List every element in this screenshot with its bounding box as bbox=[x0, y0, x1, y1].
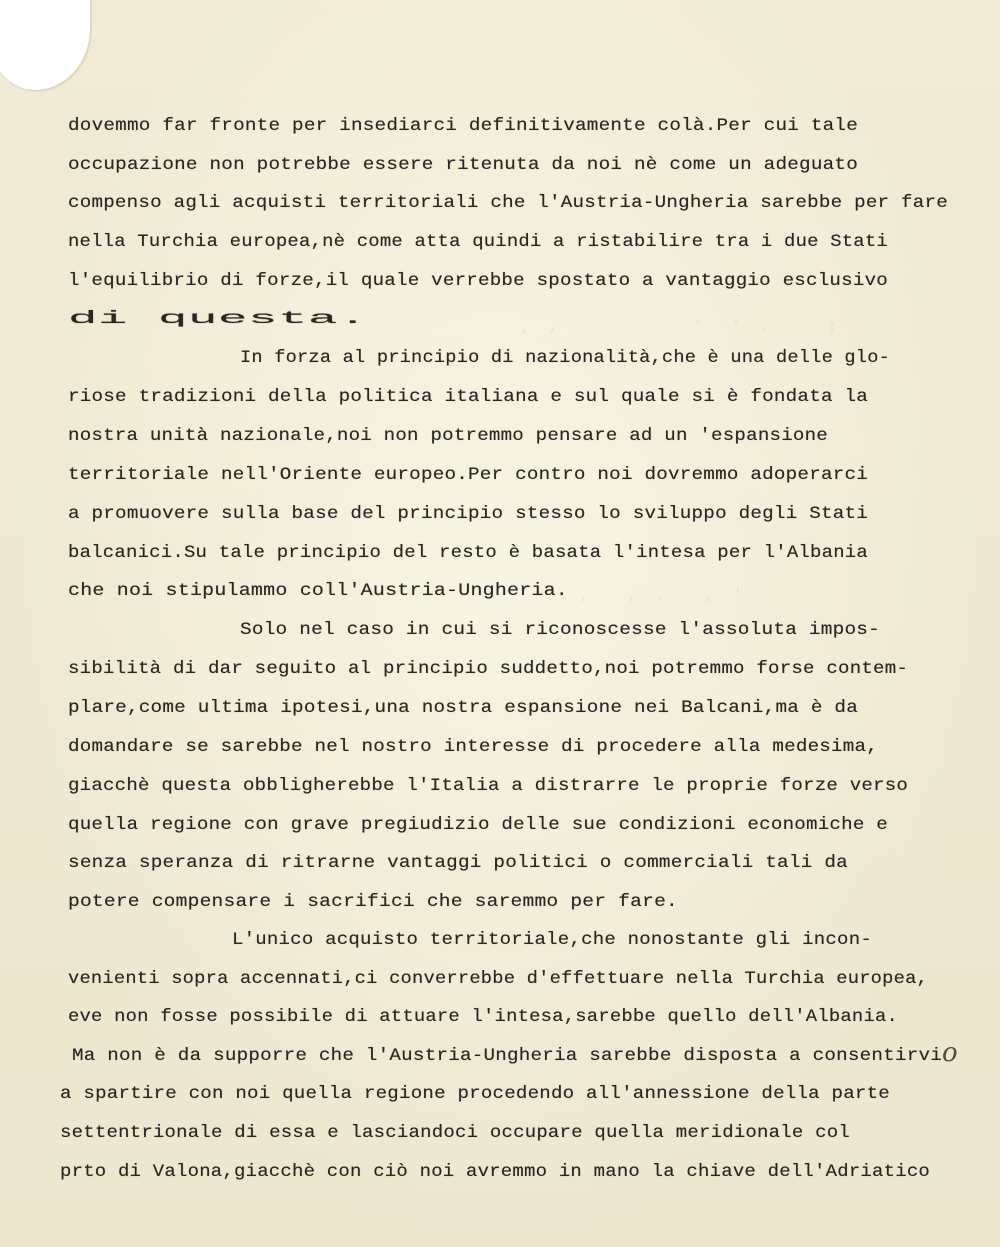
text-line: quella regione con grave pregiudizio delle sue condizioni economiche e bbox=[68, 815, 889, 835]
text-line: a spartire con noi quella regione procedendo all'annessione della parte bbox=[60, 1084, 890, 1104]
text-line: Ma non è da supporre che l'Austria-Ungheria sarebbe disposta a consentirvi bbox=[72, 1046, 942, 1066]
text-line: settentrionale di essa e lasciandoci occupare quella meridionale col bbox=[60, 1123, 850, 1143]
text-line: a promuovere sulla base del principio stesso lo sviluppo degli Stati bbox=[68, 504, 869, 524]
text-line: potere compensare i sacrifici che saremmo per fare. bbox=[68, 892, 678, 912]
text-line: compenso agli acquisti territoriali che l'Austria-Ungheria sarebbe per fare bbox=[68, 193, 948, 213]
text-line: occupazione non potrebbe essere ritenuta da noi nè come un adeguato bbox=[68, 155, 858, 175]
bleed-through-text: . , , . , ' bbox=[560, 586, 743, 604]
text-line: plare,come ultima ipotesi,una nostra espansione nei Balcani,ma è da bbox=[68, 698, 858, 718]
text-line: nostra unità nazionale,noi non potremmo pensare ad un 'espansione bbox=[68, 426, 828, 446]
torn-corner bbox=[0, 0, 90, 90]
text-line: giacchè questa obbligherebbe l'Italia a distrarre le proprie forze verso bbox=[68, 776, 909, 796]
text-line: In forza al principio di nazionalità,che è una delle glo- bbox=[240, 348, 891, 368]
text-line: dovemmo far fronte per insediarci definitivamente colà.Per cui tale bbox=[68, 116, 858, 136]
text-line: prto di Valona,giacchè con ciò noi avremmo in mano la chiave dell'Adriatico bbox=[60, 1162, 931, 1182]
bleed-through-text: , , ' ' . : bbox=[520, 318, 837, 336]
text-line: sibilità di dar seguito al principio suddetto,noi potremmo forse contem- bbox=[68, 659, 909, 679]
text-line: che noi stipulammo coll'Austria-Ungheria. bbox=[68, 581, 569, 601]
text-line: senza speranza di ritrarne vantaggi politici o commerciali tali da bbox=[68, 853, 848, 873]
text-line: venienti sopra accennati,ci converrebbe d'effettuare nella Turchia europea, bbox=[68, 969, 929, 989]
text-line: domandare se sarebbe nel nostro interesse di procedere alla medesima, bbox=[68, 737, 879, 757]
text-line: balcanici.Su tale principio del resto è basata l'intesa per l'Albania bbox=[68, 543, 868, 563]
margin-note: o bbox=[942, 1038, 958, 1068]
text-line: Solo nel caso in cui si riconoscesse l'assoluta impos- bbox=[240, 620, 881, 640]
text-line: eve non fosse possibile di attuare l'intesa,sarebbe quello dell'Albania. bbox=[68, 1007, 899, 1027]
text-line: riose tradizioni della politica italiana e sul quale si è fondata la bbox=[68, 387, 869, 407]
text-line: l'equilibrio di forze,il quale verrebbe spostato a vantaggio esclusivo bbox=[68, 271, 889, 291]
text-line: di questa. bbox=[68, 309, 369, 329]
text-line: territoriale nell'Oriente europeo.Per contro noi dovremmo adoperarci bbox=[68, 465, 869, 485]
text-line: L'unico acquisto territoriale,che nonostante gli incon- bbox=[232, 930, 872, 950]
text-line: nella Turchia europea,nè come atta quindi a ristabilire tra i due Stati bbox=[68, 232, 888, 252]
